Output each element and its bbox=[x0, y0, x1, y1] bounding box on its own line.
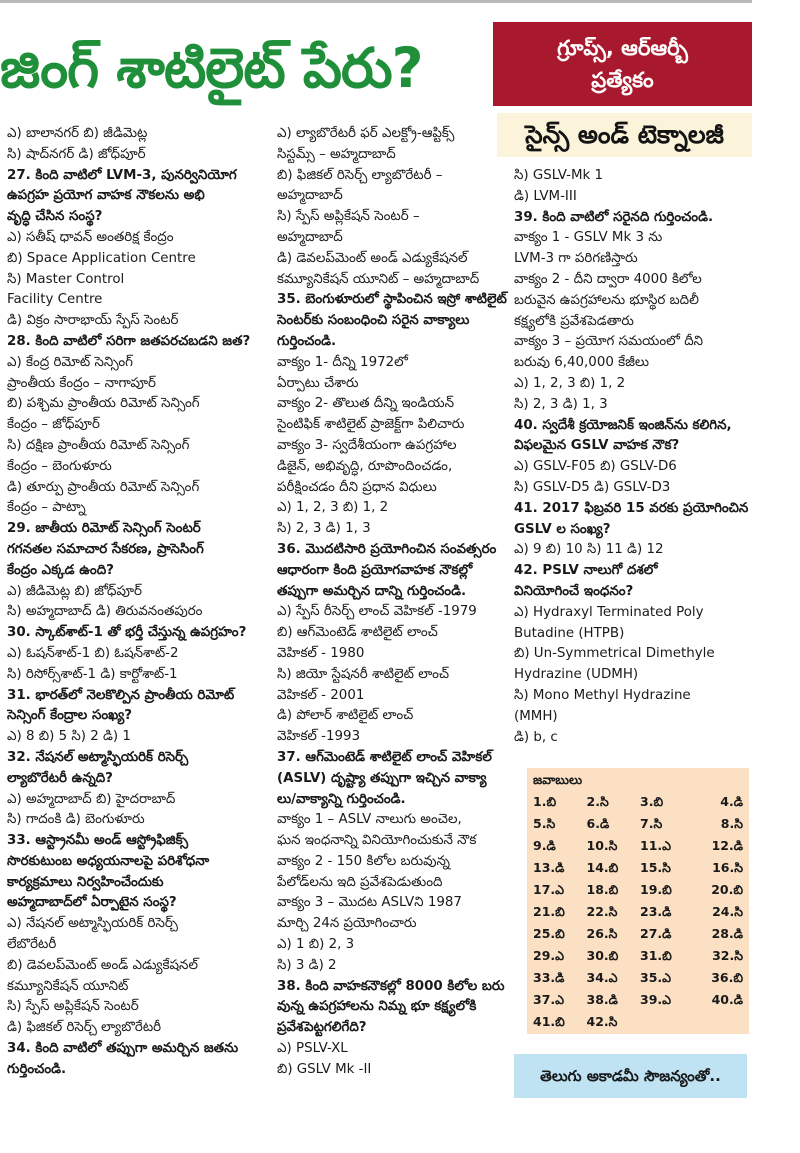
text-line: ఎ) 1, 2, 3 బి) 1, 2 bbox=[514, 375, 626, 391]
text-line: వెహికల్ -1993 bbox=[277, 729, 361, 745]
text-line: ఎ) PSLV-XL bbox=[277, 1041, 348, 1057]
text-line: ఎ) స్పేస్ రీసెర్చ్ లాంచ్ వెహికల్ -1979 bbox=[277, 604, 477, 620]
question-line: GSLV ల సంఖ్య? bbox=[514, 521, 611, 537]
text-line: ఎ) కేంద్ర రిమోట్ సెన్సింగ్ bbox=[7, 354, 133, 370]
answer-cell: 13.డి bbox=[533, 859, 565, 875]
question-line: 30. స్కాట్‌శాట్-1 తో భర్తీ చేస్తున్న ఉపగ్రహం? bbox=[7, 625, 247, 641]
answer-cell: 26.సి bbox=[586, 925, 618, 941]
question-line: వృద్ధి చేసిన సంస్థ? bbox=[7, 209, 103, 225]
answer-cell: 14.బి bbox=[586, 859, 619, 875]
text-line: సి) GSLV-D5 డి) GSLV-D3 bbox=[514, 479, 671, 495]
text-line: డి) డెవలప్‌మెంట్ అండ్ ఎడ్యుకేషనల్ bbox=[277, 250, 468, 266]
answer-cell: 24.సి bbox=[712, 903, 743, 919]
text-line: ఎ) బాలానగర్ బి) జీడిమెట్ల bbox=[7, 126, 148, 141]
question-line: 32. నేషనల్ అట్మాస్ఫియరిక్ రిసెర్చ్ bbox=[7, 749, 189, 765]
text-line: సి) దక్షిణ ప్రాంతీయ రిమోట్ సెన్సింగ్ bbox=[7, 437, 190, 453]
text-line: సి) 2, 3 డి) 1, 3 bbox=[514, 396, 608, 412]
answer-cell: 3.బి bbox=[640, 793, 664, 809]
text-line: కక్ష్యలోకి ప్రవేశపెడతారు bbox=[514, 313, 634, 329]
text-line: ఎ) 9 బి) 10 సి) 11 డి) 12 bbox=[514, 542, 664, 558]
answer-row bbox=[531, 946, 745, 968]
text-line: సి) 2, 3 డి) 1, 3 bbox=[277, 521, 371, 537]
text-line: బరువైన ఉపగ్రహాలను భూస్థిర బదిలీ bbox=[514, 292, 699, 308]
question-line: ల్యాబొరేటరీ ఉన్నది? bbox=[7, 770, 113, 786]
text-line: వెహికల్ - 2001 bbox=[277, 687, 365, 703]
text-line: ఎ) Hydraxyl Terminated Poly bbox=[514, 604, 704, 620]
text-line: డి) b, c bbox=[514, 729, 558, 745]
question-line: తప్పుగా అమర్చిన దాన్ని గుర్తించండి. bbox=[277, 583, 467, 599]
answer-cell: 35.ఎ bbox=[640, 969, 672, 985]
answer-cell: 7.సి bbox=[640, 815, 663, 831]
question-line: వున్న ఉపగ్రహాలను నిమ్న భూ కక్ష్యలోకి bbox=[277, 999, 477, 1015]
text-line: కేంద్రం – జోధ్‌పూర్ bbox=[7, 417, 100, 433]
text-line: సైంటిఫిక్ శాటిలైట్ ప్రాజెక్ట్‌గా పిలిచారు bbox=[277, 417, 465, 433]
question-line: ఉపగ్రహ ప్రయోగ వాహక నౌకలను అభి bbox=[7, 188, 205, 204]
text-line: వాక్యం 2 - 150 కిలోల బరువున్న bbox=[277, 853, 450, 869]
question-line: కార్యక్రమాలు నిర్వహించేందుకు bbox=[7, 874, 164, 890]
text-line: పరీక్షించడం దీని ప్రధాన విధులు bbox=[277, 479, 437, 495]
text-line: డి) విక్రం సారాభాయ్ స్పేస్ సెంటర్ bbox=[7, 313, 179, 329]
exam-badge-line1: గ్రూప్స్, ఆర్ఆర్బీ bbox=[557, 36, 688, 60]
answer-cell: 32.సి bbox=[712, 947, 743, 963]
text-line: ఘన ఇంధనాన్ని వినియోగించుకునే నౌక bbox=[277, 833, 477, 849]
text-line: బి) ఆగ్‌మెంటెడ్ శాటిలైట్ లాంచ్ bbox=[277, 625, 438, 641]
text-line: సి) షాద్‌నగర్ డి) జోధ్‌పూర్ bbox=[7, 146, 146, 162]
text-line: సి) అహ్మదాబాద్ డి) తిరువనంతపురం bbox=[7, 604, 203, 620]
answer-cell: 40.డి bbox=[711, 991, 743, 1007]
column-2 bbox=[277, 124, 509, 1104]
answer-cell: 20.బి bbox=[711, 881, 743, 897]
text-line: కేంద్రం – బెంగుళూరు bbox=[7, 458, 112, 474]
answer-key-table bbox=[531, 792, 745, 1034]
answer-cell: 5.సి bbox=[533, 815, 556, 831]
column-3 bbox=[514, 166, 754, 766]
question-line: 36. మొదటిసారి ప్రయోగించిన సంవత్సరం bbox=[277, 541, 497, 557]
answer-cell: 25.బి bbox=[533, 925, 565, 941]
text-line: Hydrazine (UDMH) bbox=[514, 667, 639, 683]
question-line: సొరకుటుంబ అధ్యయనాలపై పరిశోధనా bbox=[7, 853, 210, 869]
answer-cell: 22.సి bbox=[586, 903, 618, 919]
question-line: 40. స్వదేశీ క్రయోజనిక్ ఇంజిన్‌ను కలిగిన, bbox=[514, 417, 732, 433]
text-line: వాక్యం 1 - GSLV Mk 3 ను bbox=[514, 230, 663, 246]
text-line: డి) తూర్పు ప్రాంతీయ రిమోట్ సెన్సింగ్ bbox=[7, 479, 200, 495]
text-line: డిజైన్, అభివృద్ధి, రూపొందించడం, bbox=[277, 458, 453, 474]
text-line: ఎ) ల్యాబొరేటరీ ఫర్ ఎలక్ట్రో-ఆప్టిక్స్ bbox=[277, 126, 455, 141]
answer-cell: 41.బి bbox=[533, 1013, 565, 1029]
text-line: సి) 3 డి) 2 bbox=[277, 957, 337, 973]
answer-cell: 21.బి bbox=[533, 903, 565, 919]
answer-cell: 37.ఎ bbox=[533, 991, 565, 1007]
text-line: సి) రిసోర్స్‌శాట్-1 డి) కార్టోశాట్-1 bbox=[7, 666, 178, 682]
text-line: ఎ) నేషనల్ అట్మాస్ఫియరిక్ రిసెర్చ్ bbox=[7, 916, 178, 932]
question-line: విఫలమైన GSLV వాహక నౌక? bbox=[514, 438, 680, 454]
text-line: వాక్యం 3 – మొదట ASLVని 1987 bbox=[277, 895, 462, 911]
text-line: బి) ఫిజికల్ రిసెర్చ్ ల్యాబొరేటరీ – bbox=[277, 167, 443, 183]
text-line: అహ్మదాబాద్ bbox=[277, 188, 343, 204]
text-line: లేబొరేటరీ bbox=[7, 937, 57, 953]
answer-cell: 38.డి bbox=[586, 991, 618, 1007]
answer-key bbox=[527, 768, 749, 1034]
question-line: గుర్తించండి. bbox=[277, 333, 337, 349]
text-line: Facility Centre bbox=[7, 292, 103, 308]
question-line: వినియోగించే ఇంధనం? bbox=[514, 583, 634, 599]
text-line: ఎ) అహ్మదాబాద్ బి) హైదరాబాద్ bbox=[7, 791, 176, 807]
answer-cell bbox=[692, 1012, 746, 1034]
text-line: బి) Space Application Centre bbox=[7, 250, 196, 266]
question-line: 27. కింది వాటిలో LVM-3, పునర్వినియోగ bbox=[7, 167, 237, 183]
text-line: ఏర్పాటు చేశారు bbox=[277, 375, 359, 391]
answer-row bbox=[531, 858, 745, 880]
answer-cell: 6.డి bbox=[586, 815, 610, 831]
text-line: LVM-3 గా పరిగణిస్తారు bbox=[514, 251, 638, 267]
question-line: 39. కింది వాటిలో సరైనది గుర్తించండి. bbox=[514, 209, 714, 225]
answer-cell: 11.ఎ bbox=[640, 837, 672, 853]
text-line: మార్చి 24న ప్రయోగించారు bbox=[277, 916, 417, 932]
text-line: బరువు 6,40,000 కేజీలు bbox=[514, 355, 650, 371]
answer-cell: 12.డి bbox=[711, 837, 743, 853]
text-line: సి) Master Control bbox=[7, 271, 125, 287]
text-line: బి) Un-Symmetrical Dimethyle bbox=[514, 646, 715, 662]
question-line: 41. 2017 ఫిబ్రవరి 15 వరకు ప్రయోగించిన bbox=[514, 500, 749, 516]
section-subtitle: సైన్స్ అండ్ టెక్నాలజీ bbox=[497, 113, 752, 157]
answer-cell: 1.బి bbox=[533, 793, 557, 809]
text-line: ఎ) 1 బి) 2, 3 bbox=[277, 937, 355, 953]
question-line: కేంద్రం ఎక్కడ ఉంది? bbox=[7, 562, 114, 578]
answer-cell bbox=[638, 1012, 692, 1034]
answer-cell: 28.డి bbox=[711, 925, 743, 941]
text-line: ఎ) 8 బి) 5 సి) 2 డి) 1 bbox=[7, 729, 131, 745]
question-line: 31. భారత్‌లో నెలకొల్పిన ప్రాంతీయ రిమోట్ bbox=[7, 687, 235, 703]
text-line: కమ్యూనికేషన్ యూనిట్ – అహ్మదాబాద్ bbox=[277, 271, 480, 287]
answer-row bbox=[531, 814, 745, 836]
text-line: కేంద్రం – పాట్నా bbox=[7, 500, 86, 516]
text-line: సి) స్పేస్ అప్లికేషన్ సెంటర్ bbox=[7, 999, 139, 1015]
text-line: వాక్యం 1 – ASLV నాలుగు అంచెల, bbox=[277, 812, 462, 828]
answer-cell: 31.బి bbox=[640, 947, 672, 963]
question-line: అహ్మదాబాద్‌లో ఏర్పాటైన సంస్థ? bbox=[7, 895, 177, 911]
text-line: ఎ) GSLV-F05 బి) GSLV-D6 bbox=[514, 459, 677, 475]
question-line: 35. బెంగుళూరులో స్థాపించిన ఇస్రో శాటిలైట్ bbox=[277, 292, 507, 308]
text-line: వాక్యం 2- తొలుత దీన్ని ఇండియన్ bbox=[277, 396, 455, 412]
answer-cell: 16.సి bbox=[712, 859, 743, 875]
answer-row bbox=[531, 902, 745, 924]
question-line: గగనతల సమాచార సేకరణ, ప్రాసెసింగ్ bbox=[7, 541, 204, 557]
question-line: 33. ఆస్ట్రానమీ అండ్ ఆస్ట్రోఫిజిక్స్ bbox=[7, 833, 189, 849]
question-line: ప్రవేశపెట్టగలిగేది? bbox=[277, 1020, 367, 1036]
text-line: Butadine (HTPB) bbox=[514, 625, 625, 641]
top-rule bbox=[0, 0, 752, 3]
answer-cell: 19.బి bbox=[640, 881, 672, 897]
text-line: సిస్టమ్స్ – అహ్మదాబాద్ bbox=[277, 146, 396, 162]
text-line: డి) LVM-III bbox=[514, 188, 577, 204]
text-line: అహ్మదాబాద్ bbox=[277, 229, 343, 245]
answer-cell: 30.బి bbox=[586, 947, 619, 963]
credit-banner: తెలుగు అకాడమీ సౌజన్యంతో.. bbox=[514, 1054, 747, 1098]
answer-cell: 8.సి bbox=[720, 815, 743, 831]
answer-row bbox=[531, 990, 745, 1012]
question-line: సెంటర్‌కు సంబంధించి సరైన వాక్యాలు bbox=[277, 313, 470, 329]
answer-cell: 4.డి bbox=[720, 793, 743, 809]
question-line: సెన్సింగ్ కేంద్రాల సంఖ్య? bbox=[7, 708, 133, 724]
text-line: పేలోడ్‌లను ఇది ప్రవేశపెడుతుంది bbox=[277, 874, 443, 890]
question-line: 28. కింది వాటిలో సరిగా జతపరచబడని జత? bbox=[7, 333, 251, 349]
answer-row bbox=[531, 968, 745, 990]
answer-cell: 9.డి bbox=[533, 837, 556, 853]
text-line: వాక్యం 2 - దీని ద్వారా 4000 కిలోల bbox=[514, 271, 702, 287]
text-line: కమ్యూనికేషన్ యూనిట్ bbox=[7, 978, 129, 994]
answer-cell: 42.సి bbox=[586, 1013, 618, 1029]
column-1 bbox=[7, 124, 275, 1084]
answer-cell: 15.సి bbox=[640, 859, 671, 875]
exam-badge bbox=[493, 22, 752, 106]
answer-cell: 36.బి bbox=[711, 969, 743, 985]
question-line: 42. PSLV నాలుగో దశలో bbox=[514, 563, 658, 579]
answer-cell: 29.ఎ bbox=[533, 947, 565, 963]
answer-row bbox=[531, 924, 745, 946]
text-line: సి) Mono Methyl Hydrazine bbox=[514, 687, 691, 703]
question-line: (ASLV) దృష్ట్యా తప్పుగా ఇచ్చిన వాక్యా bbox=[277, 770, 487, 786]
text-line: ఎ) సతీష్ ధావన్ అంతరిక్ష కేంద్రం bbox=[7, 229, 174, 245]
answer-cell: 17.ఎ bbox=[533, 881, 565, 897]
answer-cell: 2.సి bbox=[586, 793, 609, 809]
text-line: ప్రాంతీయ కేంద్రం – నాగాపూర్ bbox=[7, 375, 156, 391]
text-line: ఎ) జీడిమెట్ల బి) జోధ్‌పూర్ bbox=[7, 583, 142, 599]
text-line: సి) జియో స్టేషనరీ శాటిలైట్ లాంచ్ bbox=[277, 666, 450, 682]
question-line: ఆధారంగా కింది ప్రయోగవాహక నౌకల్లో bbox=[277, 562, 473, 578]
question-line: 37. ఆగ్‌మెంటెడ్ శాటిలైట్ లాంచ్ వెహికల్ bbox=[277, 749, 492, 765]
text-line: వాక్యం 3 – ప్రయోగ సమయంలో దీని bbox=[514, 334, 704, 350]
question-line: 34. కింది వాటిలో తప్పుగా అమర్చిన జతను bbox=[7, 1041, 239, 1057]
answer-row bbox=[531, 836, 745, 858]
question-line: 38. కింది వాహకనౌకల్లో 8000 కిలోల బరు bbox=[277, 978, 505, 994]
text-line: బి) GSLV Mk -II bbox=[277, 1061, 372, 1077]
text-line: సి) గాదంకి డి) బెంగుళూరు bbox=[7, 812, 145, 828]
text-line: బి) పశ్చిమ ప్రాంతీయ రిమోట్ సెన్సింగ్ bbox=[7, 396, 200, 412]
answer-cell: 33.డి bbox=[533, 969, 565, 985]
text-line: సి) GSLV-Mk 1 bbox=[514, 168, 604, 183]
answer-cell: 23.డి bbox=[640, 903, 672, 919]
question-line: 29. జాతీయ రిమోట్ సెన్సింగ్ సెంటర్ bbox=[7, 521, 201, 537]
page-headline: జింగ్ శాటిలైట్ పేరు? bbox=[0, 36, 423, 100]
text-line: డి) పోలార్ శాటిలైట్ లాంచ్ bbox=[277, 708, 414, 724]
question-line: గుర్తించండి. bbox=[7, 1061, 67, 1077]
answer-key-title: జవాబులు bbox=[533, 772, 583, 787]
text-line: బి) డెవలప్‌మెంట్ అండ్ ఎడ్యుకేషనల్ bbox=[7, 957, 198, 973]
answer-cell: 10.సి bbox=[586, 837, 618, 853]
answer-cell: 34.ఎ bbox=[586, 969, 618, 985]
exam-badge-line2: ప్రత్యేకం bbox=[591, 68, 654, 92]
text-line: వాక్యం 3- స్వదేశీయంగా ఉపగ్రహాల bbox=[277, 437, 457, 453]
text-line: ఎ) ఓషన్‌శాట్-1 బి) ఓషన్‌శాట్-2 bbox=[7, 645, 179, 661]
text-line: సి) స్పేస్ అప్లికేషన్ సెంటర్ – bbox=[277, 209, 420, 225]
answer-cell: 39.ఎ bbox=[640, 991, 672, 1007]
question-line: లు/వాక్యాన్ని గుర్తించండి. bbox=[277, 791, 406, 807]
answer-row bbox=[531, 880, 745, 902]
text-line: ఎ) 1, 2, 3 బి) 1, 2 bbox=[277, 500, 389, 516]
answer-row bbox=[531, 792, 745, 814]
answer-cell: 27.డి bbox=[640, 925, 672, 941]
text-line: వాక్యం 1- దీన్ని 1972లో bbox=[277, 354, 408, 370]
answer-row bbox=[531, 1012, 745, 1034]
text-line: వెహికల్ - 1980 bbox=[277, 645, 365, 661]
answer-cell: 18.బి bbox=[586, 881, 619, 897]
text-line: (MMH) bbox=[514, 708, 558, 724]
text-line: డి) ఫిజికల్ రిసెర్చ్ ల్యాబొరేటరీ bbox=[7, 1020, 162, 1036]
